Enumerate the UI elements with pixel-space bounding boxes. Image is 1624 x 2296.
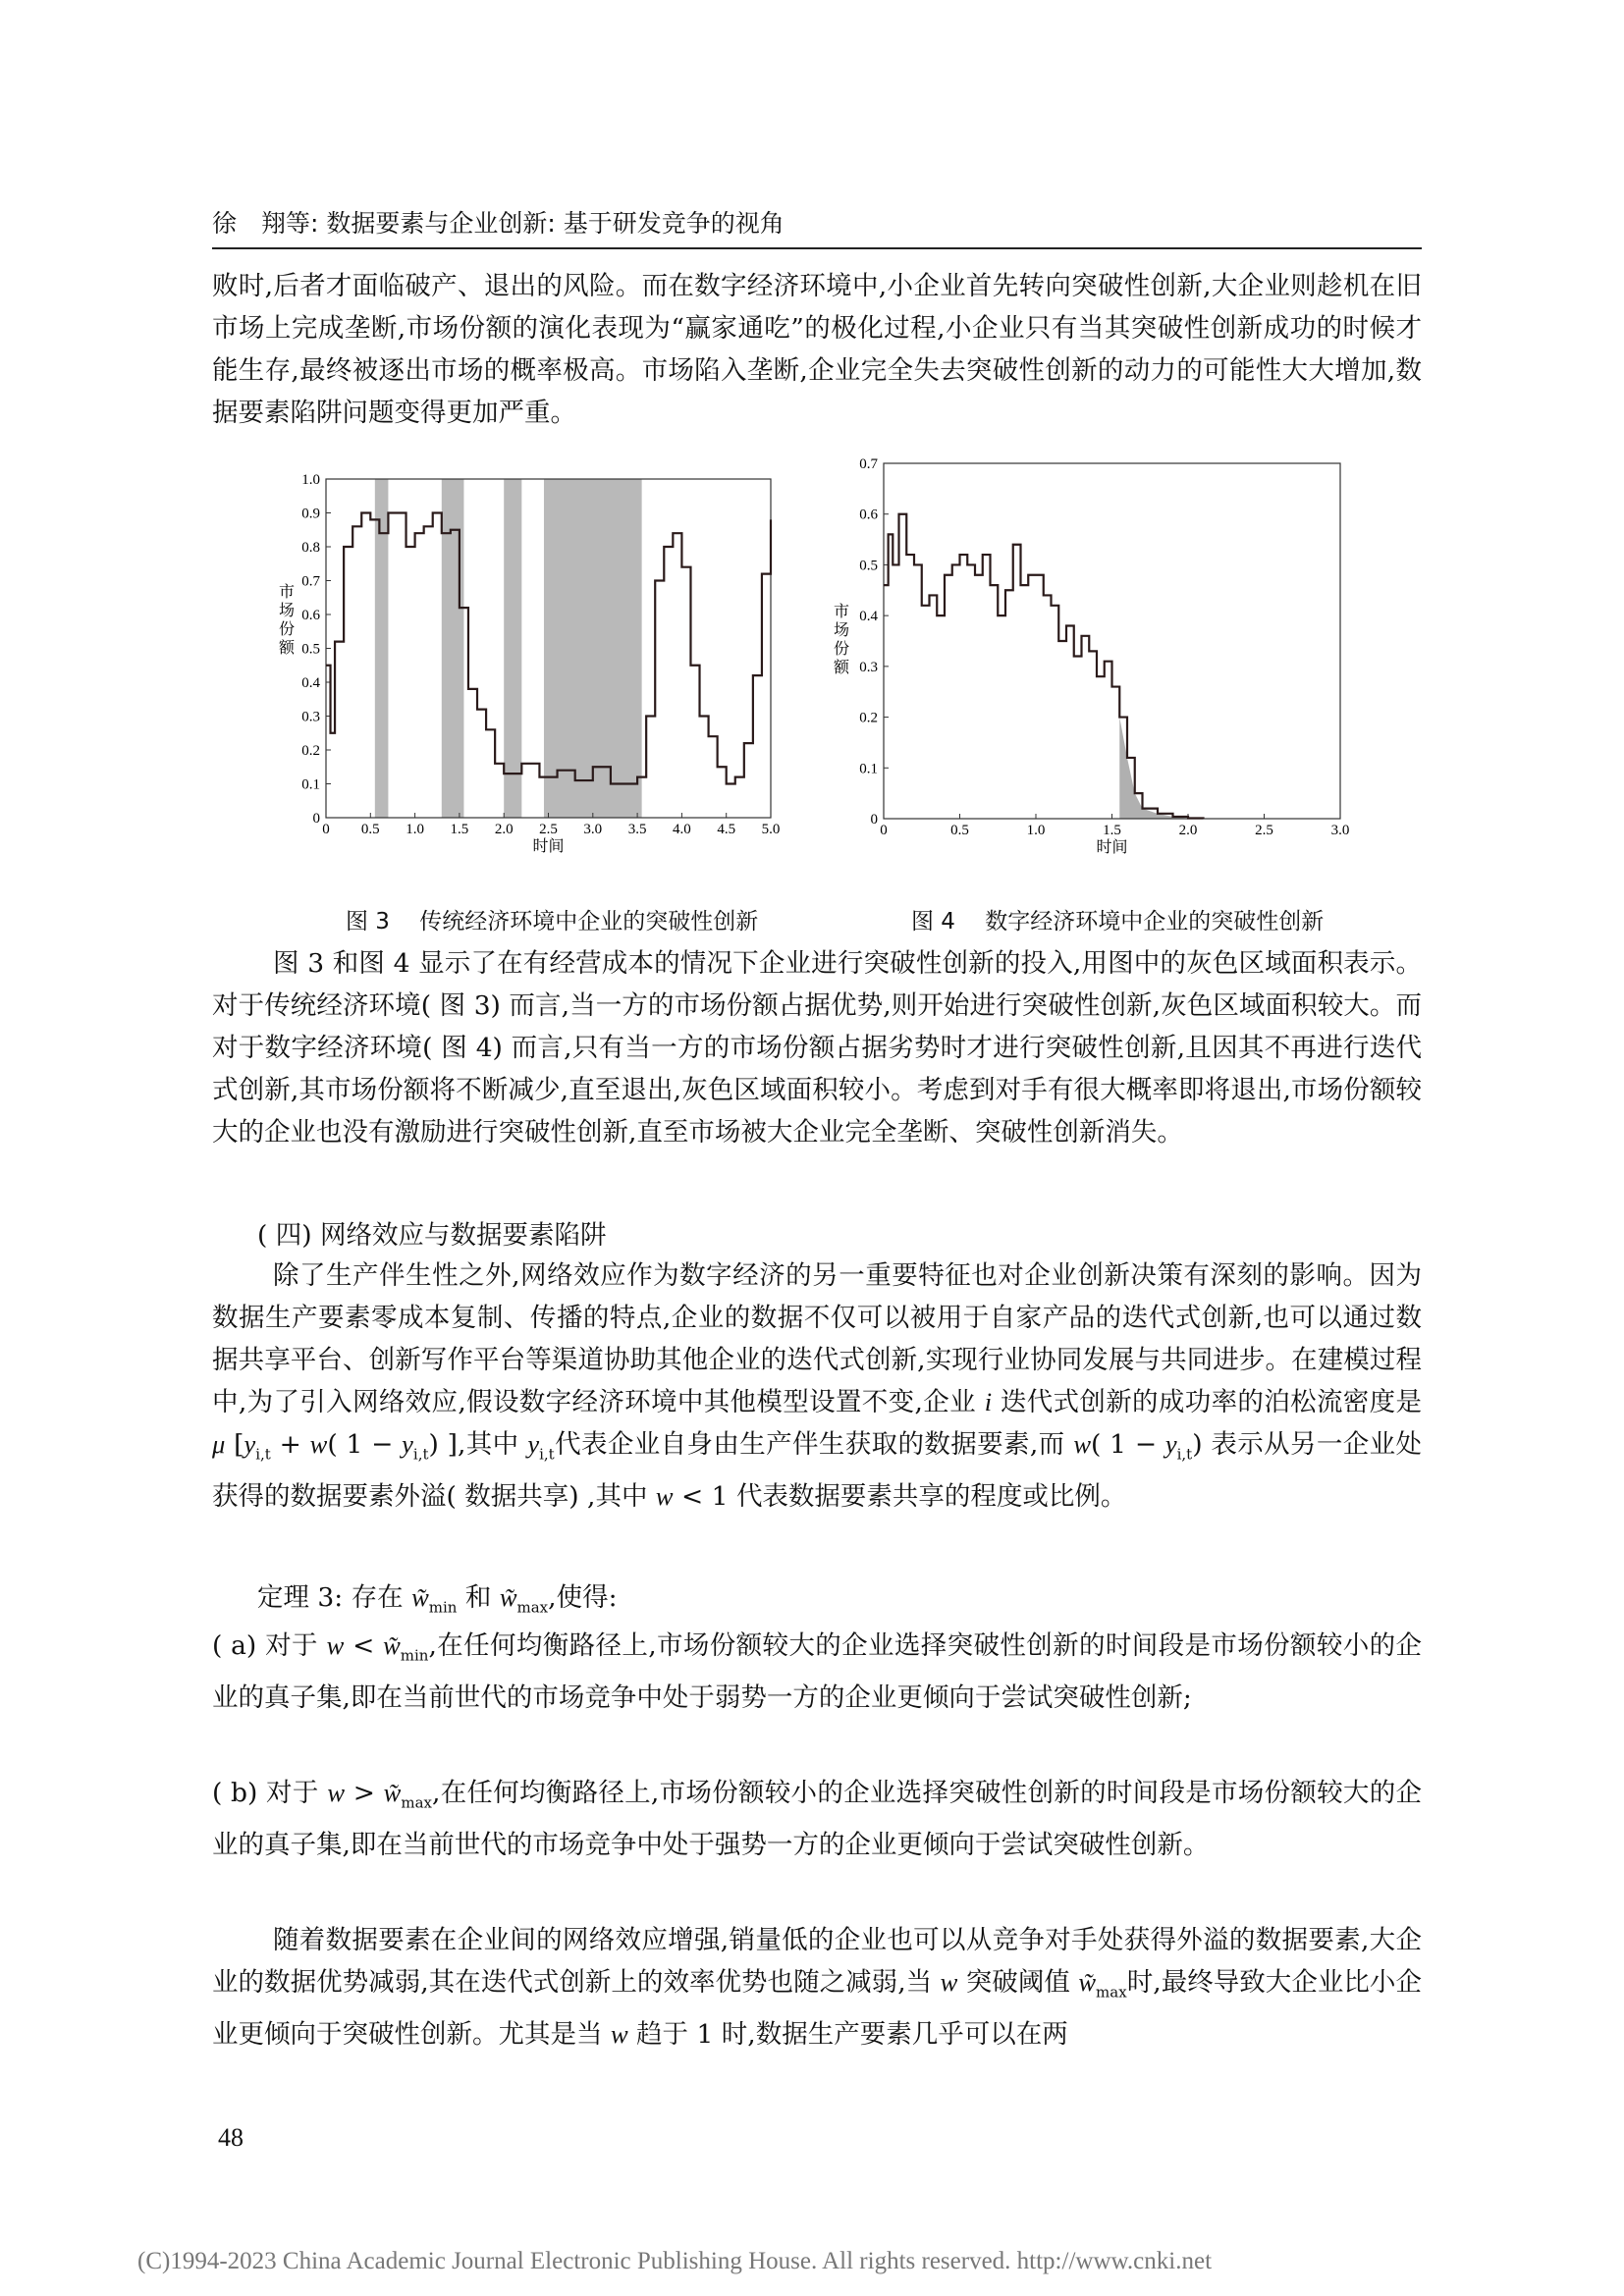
p4-text-a: 随着数据要素在企业间的网络效应增强,销量低的企业也可以从竞争对手处获得外溢的数据要素,大企业的数据优势减弱,其在迭代式创新上的效率优势也随之减弱,当 xyxy=(212,1925,1422,1998)
x-tick-label: 5.0 xyxy=(761,822,781,837)
y-tick-label: 0 xyxy=(312,811,320,827)
figure-3 xyxy=(267,452,781,897)
y-tick-label: 0.1 xyxy=(301,776,320,793)
p4-text-d: 趋于 1 时,数据生产要素几乎可以在两 xyxy=(636,2019,1068,2051)
x-tick-label: 3.0 xyxy=(1330,823,1350,838)
theorem-part-b xyxy=(212,1772,1422,1866)
x-tick-label: 2.0 xyxy=(1178,823,1198,838)
x-tick-label: 0 xyxy=(880,823,888,838)
math-w: w xyxy=(940,1967,958,1997)
x-tick-label: 1.0 xyxy=(406,822,424,837)
figure-4-chart xyxy=(830,452,1360,893)
math-poisson: μ [$y_{i,t} + w$( $1 - y_{i,t}$) ] xyxy=(212,1429,458,1464)
y-tick-label: 0.1 xyxy=(859,761,878,777)
running-header: 徐 翔等: 数据要素与企业创新: 基于研发竞争的视角 xyxy=(212,209,785,238)
math-wmin: $w̃_{min}$ xyxy=(411,1582,458,1617)
x-tick-label: 1.5 xyxy=(1103,823,1121,838)
paragraph-4 xyxy=(212,1919,1422,2056)
copyright-footer: (C)1994-2023 China Academic Journal Electronic Publishing House. All rights reserved. http://www.cnki.net xyxy=(137,2248,1213,2274)
figure-3-chart xyxy=(267,452,781,893)
pb-text-2: ,在任何均衡路径上,市场份额较小的企业选择突破性创新的时间段是市场份额较大的企业的真子集,即在当前世代的市场竞争中处于强势一方的企业更倾向于尝试突破性创新。 xyxy=(212,1778,1422,1861)
y-tick-label: 0.6 xyxy=(301,608,320,623)
theorem-3 xyxy=(257,1575,618,1616)
p3-text-b: 迭代式创新的成功率的泊松流密度是 xyxy=(1000,1387,1422,1417)
theorem-and: 和 xyxy=(464,1582,492,1613)
paragraph-3 xyxy=(212,1255,1422,1518)
y-tick-label: 0.3 xyxy=(301,709,320,725)
x-axis-label: 时间 xyxy=(1096,837,1128,856)
y-tick-label: 1.0 xyxy=(301,472,320,488)
p3-text-d: 代表企业自身由生产伴生获取的数据要素,而 xyxy=(554,1429,1065,1460)
y-tick-label: 0.8 xyxy=(301,540,320,556)
y-tick-label: 0.2 xyxy=(301,743,320,759)
y-tick-label: 0.3 xyxy=(859,659,878,675)
p3-text-e: 表示从另一企业处获得的数据要素外溢( 数据共享) ,其中 xyxy=(212,1429,1422,1513)
y-tick-label: 0.7 xyxy=(301,573,320,590)
math-w-2: w xyxy=(610,2019,628,2050)
math-yit: $y_{i,t}$ xyxy=(527,1429,555,1464)
paragraph-1: 败时,后者才面临破产、退出的风险。而在数字经济环境中,小企业首先转向突破性创新,大企业则趁机在旧市场上完成垄断,市场份额的演化表现为“赢家通吃”的极化过程,小企业只有当其突破性创新成功的时候才能生存,最终被逐出市场的概率极高。市场陷入垄断,企业完全失去突破性创新的动力的可能性大大增加,数据要素陷阱问题变得更加严重。 xyxy=(212,271,1422,428)
shaded-area xyxy=(1119,718,1203,819)
p4-text-c: 时,最终导致大企业比小企业更倾向于突破性创新。尤其是当 xyxy=(212,1967,1422,2051)
x-tick-label: 4.0 xyxy=(673,822,691,837)
pa-text-1: ( a) 对于 xyxy=(212,1630,318,1661)
y-tick-label: 0 xyxy=(870,812,878,828)
x-tick-label: 2.5 xyxy=(1255,823,1273,838)
x-tick-label: 0.5 xyxy=(360,822,380,837)
math-w-lt-1: w < 1 xyxy=(655,1481,729,1513)
pa-text-2: ,在任何均衡路径上,市场份额较大的企业选择突破性创新的时间段是市场份额较小的企业的真子集,即在当前世代的市场竞争中处于弱势一方的企业更倾向于尝试突破性创新; xyxy=(212,1630,1422,1714)
page-number: 48 xyxy=(218,2123,244,2152)
x-axis-label: 时间 xyxy=(532,836,565,855)
header-rule xyxy=(212,247,1422,249)
math-wmax-2: $w̃_{max}$ xyxy=(1078,1967,1127,2002)
y-tick-label: 0.4 xyxy=(301,675,320,691)
math-i: i xyxy=(984,1387,993,1416)
x-tick-label: 1.5 xyxy=(450,822,469,837)
y-tick-label: 0.5 xyxy=(301,641,320,658)
figure-4-caption: 图 4 数字经济环境中企业的突破性创新 xyxy=(911,909,1325,934)
y-axis-label: 市场份额 xyxy=(833,602,850,676)
y-tick-label: 0.2 xyxy=(859,710,878,726)
theorem-part-a xyxy=(212,1625,1422,1719)
p3-text-c: ,其中 xyxy=(457,1429,519,1460)
y-tick-label: 0.5 xyxy=(859,558,878,574)
y-tick-label: 0.7 xyxy=(859,456,878,472)
plot-frame xyxy=(884,463,1340,819)
theorem-end: ,使得: xyxy=(548,1582,618,1613)
y-tick-label: 0.9 xyxy=(301,506,320,522)
x-tick-label: 2.5 xyxy=(539,822,558,837)
math-w-lt-wmin: $w < w̃_{min}$ xyxy=(326,1630,429,1665)
x-tick-label: 2.0 xyxy=(494,822,514,837)
p3-text-a: 除了生产伴生性之外,网络效应作为数字经济的另一重要特征也对企业创新决策有深刻的影响。因为数据生产要素零成本复制、传播的特点,企业的数据不仅可以被用于自家产品的迭代式创新,也可以通过数据共享平台、创新写作平台等渠道协助其他企业的迭代式创新,实现行业协同发展与共同进步。在建模过程中,为了引入网络效应,假设数字经济环境中其他模型设置不变,企业 xyxy=(212,1260,1422,1417)
x-tick-label: 0.5 xyxy=(950,823,969,838)
pb-text-1: ( b) 对于 xyxy=(212,1778,319,1808)
y-tick-label: 0.6 xyxy=(859,507,878,523)
section-heading: ( 四) 网络效应与数据要素陷阱 xyxy=(257,1220,607,1251)
shaded-interval-2 xyxy=(504,479,521,818)
shaded-interval-0 xyxy=(375,479,389,818)
p3-text-f: 代表数据要素共享的程度或比例。 xyxy=(735,1481,1127,1513)
x-tick-label: 3.0 xyxy=(583,822,603,837)
math-w-gt-wmax: $w > w̃_{max}$ xyxy=(327,1778,432,1812)
p4-text-b: 突破阈值 xyxy=(965,1967,1070,1998)
y-tick-label: 0.4 xyxy=(859,609,878,625)
math-wmax: $w̃_{max}$ xyxy=(499,1582,549,1617)
theorem-text: 定理 3: 存在 xyxy=(257,1582,404,1613)
figure-4 xyxy=(830,452,1360,897)
math-spill: w( $1 - y_{i,t}$) xyxy=(1073,1429,1203,1464)
paragraph-2: 图 3 和图 4 显示了在有经营成本的情况下企业进行突破性创新的投入,用图中的灰色区域面积表示。对于传统经济环境( 图 3) 而言,当一方的市场份额占据优势,则开始进行突破性创新,灰色区域面积较大。而对于数字经济环境( 图 4) 而言,只有当一方的市场份额占据劣势时才进行突破性创新,且因其不再进行迭代式创新,其市场份额将不断减少,直至退出,灰色区域面积较小。考虑到对手有很大概率即将退出,市场份额较大的企业也没有激励进行突破性创新,直至市场被大企业完全垄断、突破性创新消失。 xyxy=(212,948,1422,1148)
x-tick-label: 1.0 xyxy=(1026,823,1046,838)
figure-3-caption: 图 3 传统经济环境中企业的突破性创新 xyxy=(346,909,759,934)
x-tick-label: 4.5 xyxy=(717,822,736,837)
x-tick-label: 0 xyxy=(322,822,330,837)
y-axis-label: 市场份额 xyxy=(278,582,296,657)
series-line xyxy=(884,514,1204,819)
x-tick-label: 3.5 xyxy=(627,822,647,837)
